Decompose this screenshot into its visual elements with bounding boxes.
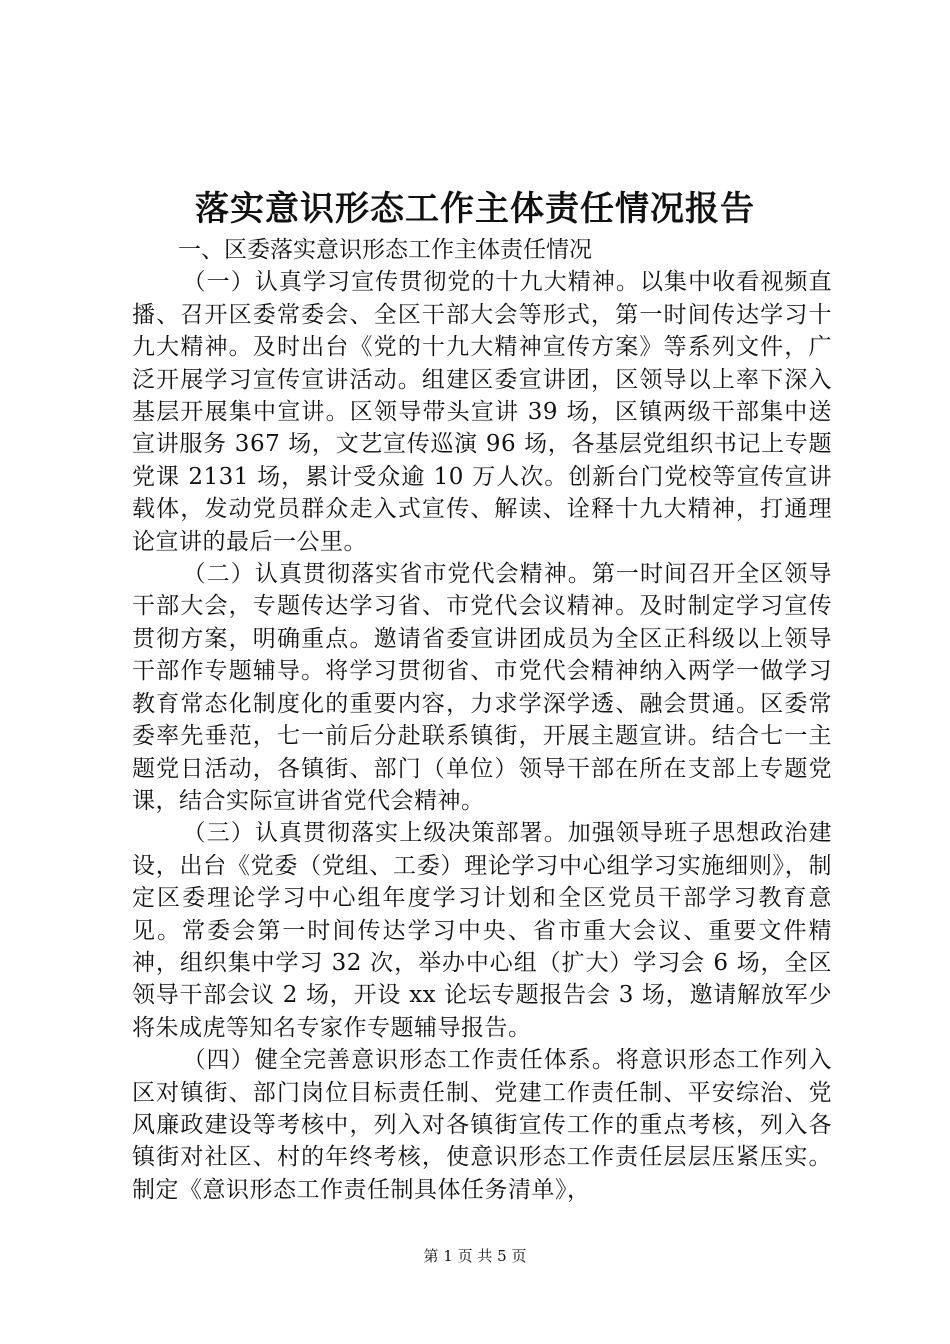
document-body (132, 234, 832, 1206)
document-title: 落实意识形态工作主体责任情况报告 (195, 189, 755, 229)
paragraph-2: （二）认真贯彻落实省市党代会精神。第一时间召开全区领导干部大会，专题传达学习省、市党代会议精神。及时制定学习宣传贯彻方案，明确重点。邀请省委宣讲团成员为全区正科级以上领导干部作专题辅导。将学习贯彻省、市党代会精神纳入两学一做学习教育常态化制度化的重要内容，力求学深学透、融会贯通。区委常委率先垂范，七一前后分赴联系镇街，开展主题宣讲。结合七一主题党日活动，各镇街、部门（单位）领导干部在所在支部上专题党课，结合实际宣讲省党代会精神。 (132, 561, 832, 814)
paragraph-1: （一）认真学习宣传贯彻党的十九大精神。以集中收看视频直播、召开区委常委会、全区干部大会等形式，第一时间传达学习十九大精神。及时出台《党的十九大精神宣传方案》等系列文件，广泛开展学习宣传宣讲活动。组建区委宣讲团，区领导以上率下深入基层开展集中宣讲。区领导带头宣讲 39 场，区镇两级干部集中送宣讲服务 367 场，文艺宣传巡演 96 场，各基层党组织书记上专题党课 2131 场，累计受众逾 10 万人次。创新台门党校等宣传宣讲载体，发动党员群众走入式宣传、解读、诠释十九大精神，打通理论宣讲的最后一公里。 (132, 269, 832, 555)
page-footer: 第 1 页 共 5 页 (423, 1247, 527, 1265)
section-heading: 一、区委落实意识形态工作主体责任情况 (178, 237, 592, 263)
paragraph-3: （三）认真贯彻落实上级决策部署。加强领导班子思想政治建设，出台《党委（党组、工委）理论学习中心组学习实施细则》，制定区委理论学习中心组年度学习计划和全区党员干部学习教育意见。常委会第一时间传达学习中央、省市重大会议、重要文件精神，组织集中学习 32 次，举办中心组（扩大）学习会 6 场，全区领导干部会议 2 场，开设 xx 论坛专题报告会 3 场，邀请解放军少将朱成虎等知名专家作专题辅导报告。 (132, 820, 832, 1041)
paragraph-4: （四）健全完善意识形态工作责任体系。将意识形态工作列入区对镇街、部门岗位目标责任制、党建工作责任制、平安综治、党风廉政建设等考核中，列入对各镇街宣传工作的重点考核，列入各镇街对社区、村的年终考核，使意识形态工作责任层层压紧压实。制定《意识形态工作责任制具体任务清单》， (132, 1047, 832, 1203)
